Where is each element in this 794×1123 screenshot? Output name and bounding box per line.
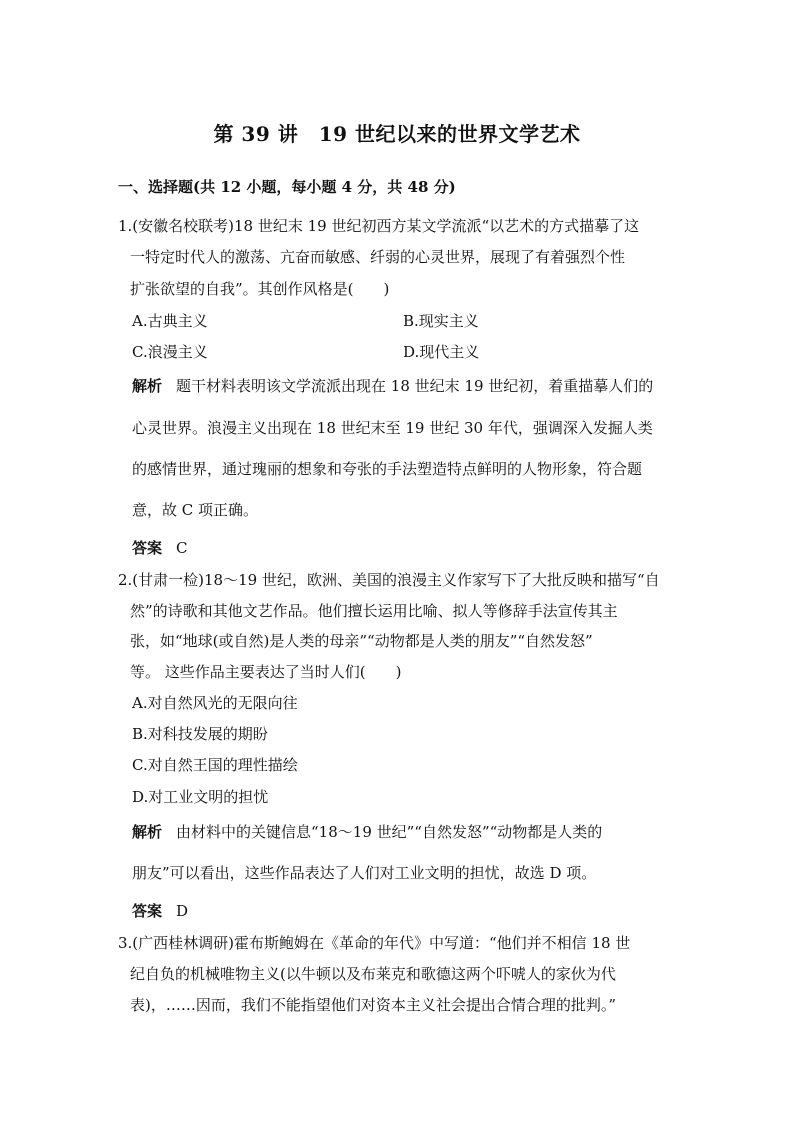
analysis-text: 由材料中的关键信息“18～19 世纪”“自然发怒”“动物都是人类的 xyxy=(176,823,603,841)
question-1-analysis-line-4: 意，故 C 项正确。 xyxy=(132,501,259,519)
question-1-option-d: D.现代主义 xyxy=(403,343,480,361)
section-heading: 一、选择题(共 12 小题，每小题 4 分，共 48 分) xyxy=(118,178,456,196)
question-1-line-1: 1.(安徽名校联考)18 世纪末 19 世纪初西方某文学流派“以艺术的方式描摹了这 xyxy=(118,217,640,235)
answer-label: 答案 xyxy=(132,539,163,557)
question-1-option-c: C.浪漫主义 xyxy=(132,343,208,361)
question-1-analysis-line-1 xyxy=(132,375,653,396)
question-1-option-a: A.古典主义 xyxy=(132,312,208,330)
analysis-label: 解析 xyxy=(132,377,163,395)
question-1-option-b: B.现实主义 xyxy=(403,312,479,330)
question-1-analysis-line-2: 心灵世界。浪漫主义出现在 18 世纪末至 19 世纪 30 年代，强调深入发掘人类 xyxy=(132,419,653,437)
question-1-answer xyxy=(132,537,188,558)
question-3-line-1: 3.(广西桂林调研)霍布斯鲍姆在《革命的年代》中写道：“他们并不相信 18 世 xyxy=(118,934,631,952)
question-2-option-a: A.对自然风光的无限向往 xyxy=(132,694,298,712)
answer-value: D xyxy=(176,902,189,920)
question-1-analysis-line-3: 的感情世界，通过瑰丽的想象和夸张的手法塑造特点鲜明的人物形象，符合题 xyxy=(132,460,643,478)
question-2-option-c: C.对自然王国的理性描绘 xyxy=(132,756,298,774)
question-2-line-2: 然”的诗歌和其他文艺作品。他们擅长运用比喻、拟人等修辞手法宣传其主 xyxy=(130,602,618,620)
question-1-line-3: 扩张欲望的自我”。其创作风格是( ) xyxy=(130,280,390,298)
question-2-line-1: 2.(甘肃一检)18～19 世纪，欧洲、美国的浪漫主义作家写下了大批反映和描写“自 xyxy=(118,571,660,589)
question-3-line-2: 纪自负的机械唯物主义(以牛顿以及布莱克和歌德这两个吓唬人的家伙为代 xyxy=(130,965,616,983)
answer-label: 答案 xyxy=(132,902,163,920)
analysis-text: 题干材料表明该文学流派出现在 18 世纪末 19 世纪初，着重描摹人们的 xyxy=(176,377,654,395)
question-2-line-4: 等。 这些作品主要表达了当时人们( ) xyxy=(130,663,402,681)
question-1-line-2: 一特定时代人的激荡、亢奋而敏感、纤弱的心灵世界，展现了有着强烈个性 xyxy=(130,248,626,266)
analysis-label: 解析 xyxy=(132,823,163,841)
question-2-analysis-line-1 xyxy=(132,821,602,842)
question-3-line-3: 表)，……因而，我们不能指望他们对资本主义社会提出合情合理的批判。” xyxy=(130,996,617,1014)
answer-value: C xyxy=(176,539,188,557)
question-2-option-d: D.对工业文明的担忧 xyxy=(132,788,269,806)
question-2-line-3: 张，如“地球(或自然)是人类的母亲”“动物都是人类的朋友”“自然发怒” xyxy=(130,632,593,650)
page-title: 第 39 讲 19 世纪以来的世界文学艺术 xyxy=(213,122,581,146)
question-2-analysis-line-2: 朋友”可以看出，这些作品表达了人们对工业文明的担忧，故选 D 项。 xyxy=(132,864,597,882)
question-2-option-b: B.对科技发展的期盼 xyxy=(132,725,268,743)
question-2-answer xyxy=(132,900,188,921)
